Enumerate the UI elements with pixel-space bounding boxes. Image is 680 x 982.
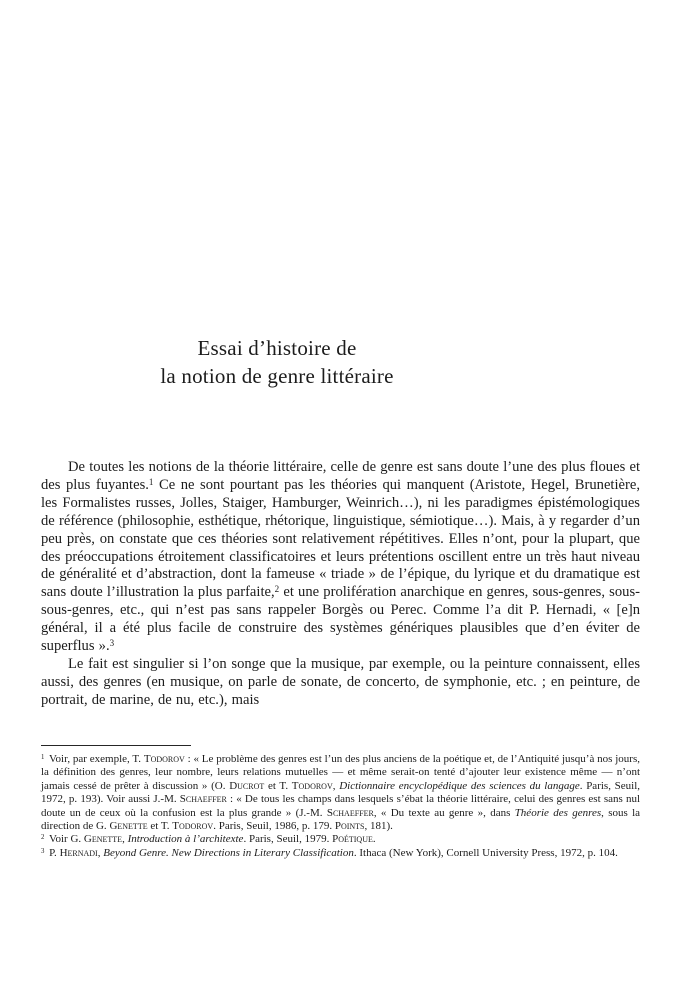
- text-segment: Ducrot: [229, 779, 265, 792]
- text-segment: .: [372, 833, 376, 846]
- footnote-marker: 2: [41, 834, 45, 842]
- text-segment: Poétique: [332, 833, 373, 846]
- text-segment: . Paris, Seuil, 1986, p. 179.: [213, 820, 335, 833]
- text-segment: , « Du texte au genre », dans: [373, 806, 515, 819]
- text-segment: Schaeffer: [326, 806, 374, 819]
- text-segment: Todorov: [291, 779, 333, 792]
- footnote: [41, 833, 640, 846]
- text-segment: : « Le problème des genres est l’un des plus anciens de la poétique et, de l’Antiquité jusqu’à nos jours, la définition des genres, leur nombre, leurs relations mutuelles — et même serait-on tenté d’ajouter leur existence même — n’ont jamais cessé de prêter à discussion » (O.: [41, 753, 640, 792]
- footnote-marker: 1: [41, 753, 45, 761]
- text-segment: Genette: [109, 820, 148, 833]
- text-segment: Voir G.: [46, 833, 84, 846]
- text-segment: Ce ne sont pourtant pas les théories qui manquent (Aristote, Hegel, Brunetière, les Formalistes russes, Jolles, Staiger, Hamburger, Weinrich…), ni les paradigmes épistémologiques de référence (philosophie, esthétique, rhétorique, linguistique, sémiotique…). Mais, à y regarder d’un peu près, on constate que ces théories sont relativement répétitives. Elles n’ont, pour la plupart, que des préoccupations étroitement classificatoires et leurs prétentions oscillent entre un très haut niveau de généralité et d’abstraction, dont la fameuse « triade » de l’épique, du lyrique et du dramatique est sans doute l’illustration la plus parfaite,: [41, 476, 640, 601]
- text-segment: . Ithaca (New York), Cornell University Press, 1972, p. 104.: [353, 846, 618, 859]
- footnote-marker: 3: [41, 847, 45, 855]
- paragraph: [41, 656, 640, 710]
- chapter-title-line2: la notion de genre littéraire: [160, 364, 394, 388]
- text-segment: ,: [332, 779, 340, 792]
- chapter-title: [41, 334, 513, 390]
- text-segment: . Paris, Seuil, 1972, p. 193). Voir aussi J.-M.: [41, 779, 641, 806]
- text-segment: Beyond Genre. New Directions in Literary Classification: [103, 846, 354, 859]
- body-text: [41, 459, 640, 710]
- text-segment: Voir, par exemple, T.: [46, 753, 144, 765]
- text-segment: . Paris, Seuil, 1979.: [243, 833, 333, 846]
- text-segment: ,: [122, 833, 128, 846]
- footnote-ref: 2: [274, 584, 280, 595]
- text-segment: Todorov: [172, 820, 214, 833]
- text-segment: Points: [334, 820, 365, 833]
- text-segment: P.: [46, 846, 60, 859]
- text-segment: Théorie des genres: [514, 806, 602, 819]
- chapter-title-line1: Essai d’histoire de: [197, 336, 357, 360]
- footnote-ref: 1: [148, 476, 154, 487]
- footnote: [41, 847, 640, 860]
- text-segment: Genette: [83, 833, 123, 846]
- text-segment: et T.: [147, 820, 173, 833]
- footnote-separator: [41, 745, 191, 746]
- text-segment: Dictionnaire encyclopédique des sciences du langage: [339, 779, 580, 792]
- text-segment: Hernadi: [59, 846, 98, 859]
- text-segment: , 181).: [364, 820, 393, 833]
- text-segment: et T.: [264, 779, 292, 792]
- text-segment: Todorov: [143, 753, 185, 765]
- text-segment: Introduction à l’architexte: [127, 833, 244, 846]
- text-segment: , sous la direction de G.: [41, 806, 641, 833]
- text-segment: et une prolifération anarchique en genres, sous-genres, sous-sous-genres, etc., qui n’est pas sans rappeler Borgès ou Perec. Comme l’a dit P. Hernadi, « [e]n général, il a été plus facile de construire des systèmes génériques plausibles que d’en éviter de superflus ».: [41, 584, 640, 655]
- footnote: [41, 753, 640, 833]
- text-segment: : « De tous les champs dans lesquels s’ébat la théorie littéraire, celui des genres est sans nul doute un de ceux où la confusion est la plus grande » (J.-M.: [41, 793, 641, 819]
- text-segment: ,: [97, 846, 104, 859]
- footnote-ref: 3: [109, 638, 115, 648]
- text-segment: De toutes les notions de la théorie littéraire, celle de genre est sans doute l’une des plus floues et des plus fuyantes.: [41, 459, 640, 493]
- footnotes: [41, 753, 640, 860]
- text-segment: Schaeffer: [179, 793, 227, 806]
- paragraph: [41, 459, 640, 656]
- text-segment: Le fait est singulier si l’on songe que la musique, par exemple, ou la peinture connaissent, elles aussi, des genres (en musique, on parle de sonate, de concerto, de symphonie, etc. ; en peinture, de portrait, de marine, de nu, etc.), mais: [41, 655, 640, 708]
